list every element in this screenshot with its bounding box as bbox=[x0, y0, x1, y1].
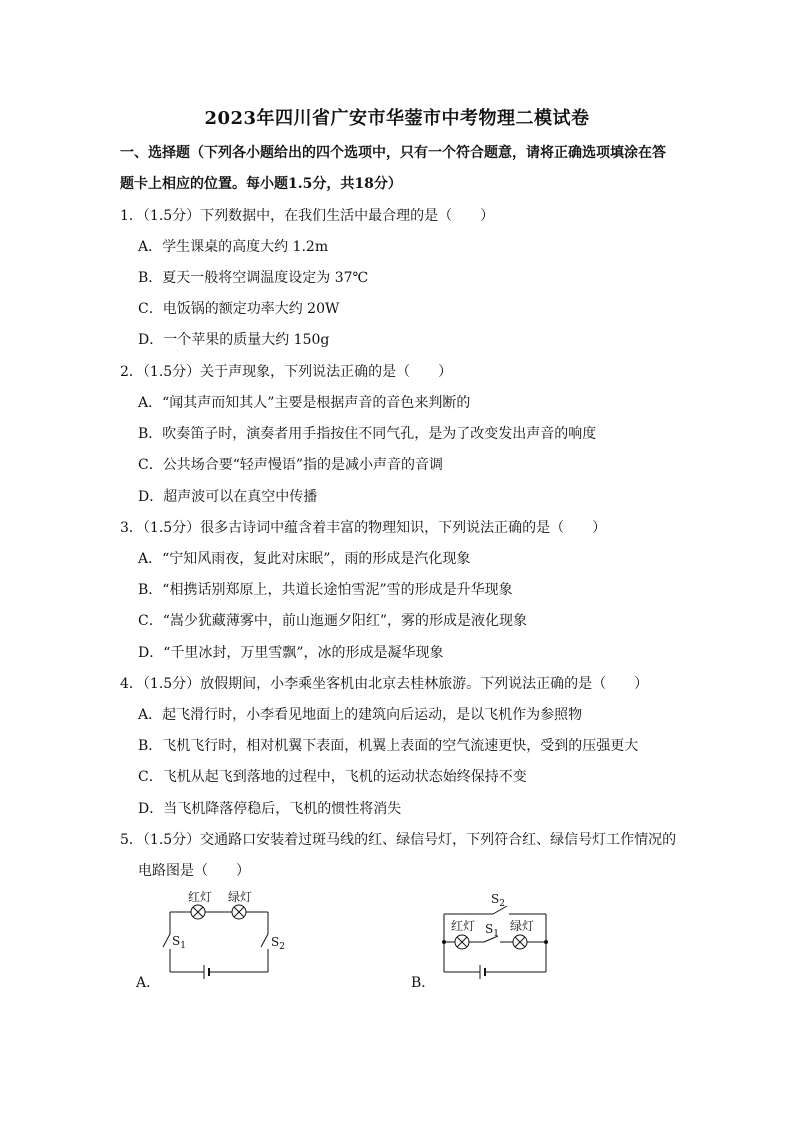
red-lamp-label: 红灯 bbox=[188, 890, 213, 904]
switch-s1-label: $S_1$ bbox=[172, 934, 186, 951]
section-heading-line1: 一、选择题（下列各小题给出的四个选项中，只有一个符合题意，请将正确选项填涂在答 bbox=[120, 145, 666, 161]
question-2-option-d: D．超声波可以在真空中传播 bbox=[138, 489, 318, 505]
junction-dot bbox=[544, 940, 548, 944]
question-5-stem: 5．（1.5分）交通路口安装着过斑马线的红、绿信号灯，下列符合红、绿信号灯工作情况的 bbox=[120, 832, 677, 848]
question-3-option-c: C．“嵩少犹藏薄雾中，前山迤逦夕阳红”，雾的形成是液化现象 bbox=[138, 613, 528, 629]
circuit-diagram-a bbox=[150, 884, 300, 984]
question-3-option-a: A．“宁知风雨夜，复此对床眠”，雨的形成是汽化现象 bbox=[138, 551, 471, 567]
question-4-option-b: B．飞机飞行时，相对机翼下表面，机翼上表面的空气流速更快，受到的压强更大 bbox=[138, 738, 639, 754]
green-lamp-label: 绿灯 bbox=[228, 890, 253, 904]
green-lamp-label: 绿灯 bbox=[510, 919, 535, 933]
question-2-option-c: C．公共场合要“轻声慢语”指的是减小声音的音调 bbox=[138, 457, 444, 473]
switch-s2-icon bbox=[261, 934, 268, 947]
switch-s1-label: $S_1$ bbox=[485, 922, 499, 939]
question-2-option-a: A．“闻其声而知其人”主要是根据声音的音色来判断的 bbox=[138, 395, 471, 411]
question-1-option-c: C．电饭锅的额定功率大约 20W bbox=[138, 301, 340, 317]
question-1-option-a: A．学生课桌的高度大约 1.2m bbox=[138, 239, 329, 255]
question-3-option-b: B．“相携话别郑原上，共道长途怕雪泥”雪的形成是升华现象 bbox=[138, 582, 513, 598]
battery-icon bbox=[480, 965, 485, 979]
switch-s2-label: $S_2$ bbox=[491, 892, 505, 909]
red-lamp-icon bbox=[455, 935, 469, 949]
question-3-stem: 3．（1.5分）很多古诗词中蕴含着丰富的物理知识，下列说法正确的是（ ） bbox=[120, 520, 607, 536]
question-1-option-b: B．夏天一般将空调温度设定为 37℃ bbox=[138, 270, 369, 286]
question-4-stem: 4．（1.5分）放假期间，小李乘坐客机由北京去桂林旅游。下列说法正确的是（ ） bbox=[120, 676, 649, 692]
question-5-stem-continued: 电路图是（ ） bbox=[138, 863, 250, 879]
green-lamp-icon bbox=[232, 905, 246, 919]
question-2-option-b: B．吹奏笛子时，演奏者用手指按住不同气孔，是为了改变发出声音的响度 bbox=[138, 426, 597, 442]
circuit-b-label: B． bbox=[411, 975, 436, 991]
question-4-option-a: A．起飞滑行时，小李看见地面上的建筑向后运动，是以飞机作为参照物 bbox=[138, 707, 583, 723]
question-1-stem: 1．（1.5分）下列数据中，在我们生活中最合理的是（ ） bbox=[120, 208, 495, 224]
question-4-option-c: C．飞机从起飞到落地的过程中，飞机的运动状态始终保持不变 bbox=[138, 769, 527, 785]
question-4-option-d: D．当飞机降落停稳后，飞机的惯性将消失 bbox=[138, 801, 402, 817]
battery-icon bbox=[204, 965, 209, 979]
switch-s1-icon bbox=[163, 934, 170, 947]
green-lamp-icon bbox=[513, 935, 527, 949]
junction-dot bbox=[442, 940, 446, 944]
red-lamp-label: 红灯 bbox=[451, 919, 476, 933]
circuit-a-label: A． bbox=[136, 975, 161, 991]
circuit-diagram-b bbox=[438, 888, 558, 983]
section-heading-line2: 题卡上相应的位置。每小题1.5分，共18分） bbox=[120, 176, 402, 192]
red-lamp-icon bbox=[191, 905, 205, 919]
question-2-stem: 2．（1.5分）关于声现象，下列说法正确的是（ ） bbox=[120, 364, 453, 380]
exam-title: 2023年四川省广安市华蓥市中考物理二模试卷 bbox=[204, 108, 590, 129]
question-1-option-d: D．一个苹果的质量大约 150g bbox=[138, 332, 330, 348]
switch-s2-label: $S_2$ bbox=[271, 935, 285, 952]
question-3-option-d: D．“千里冰封，万里雪飘”，冰的形成是凝华现象 bbox=[138, 645, 444, 661]
